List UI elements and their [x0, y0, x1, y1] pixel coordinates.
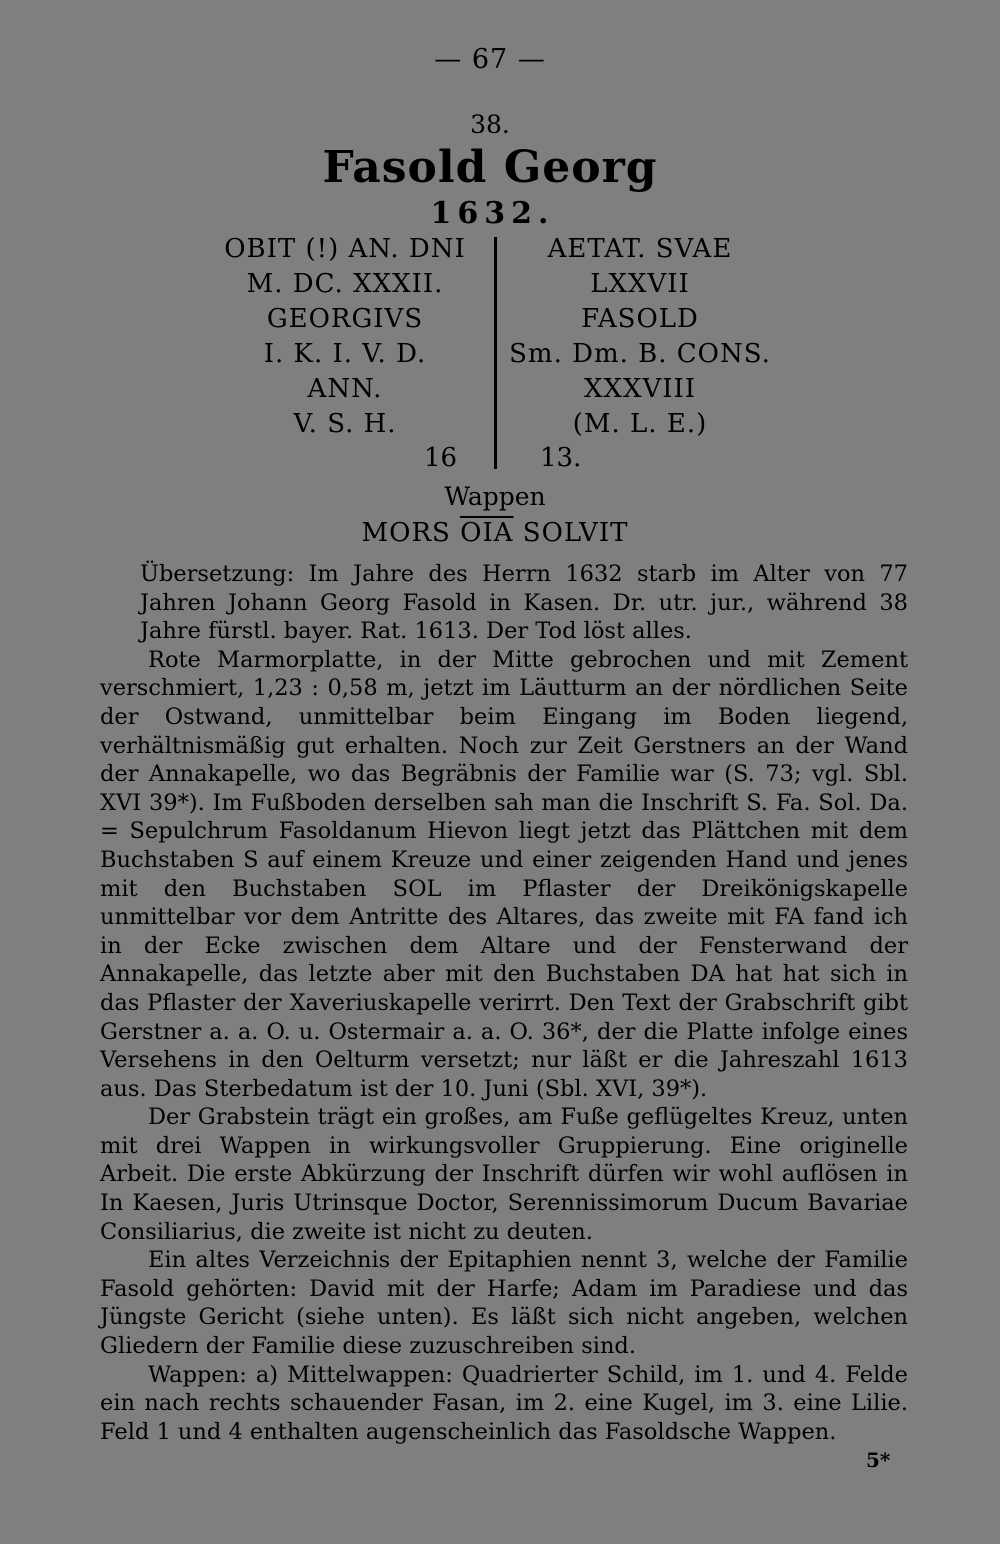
entry-year: 1632.: [430, 196, 555, 231]
inscription-year-left: 16: [424, 443, 458, 473]
inscription-line: XXXVIII: [583, 374, 697, 404]
coat-of-arms-label: Wappen: [444, 482, 546, 511]
inscription-line: I. K. I. V. D.: [263, 339, 427, 369]
inscription-line: LXXVII: [590, 269, 690, 299]
entry-title: Fasold Georg: [322, 142, 658, 193]
inscription-line: V. S. H.: [293, 409, 397, 439]
inscription-left-column: [200, 232, 490, 442]
motto-abbreviation: $\overline{OIA}$: [460, 518, 514, 548]
inscription-right-column: [505, 232, 775, 442]
description-paragraph: Ein altes Verzeichnis der Epitaphien nennt 3, welche der Familie Fasold gehörten: David mit der Harfe; Adam im Paradiese und das Jüngste Gericht (siehe unten). Es läßt sich nicht angeben, welchen Gliedern der Familie diese zuzuschreiben sind.: [100, 1247, 908, 1360]
inscription-line: Sm. Dm. B. CONS.: [509, 339, 771, 369]
motto-start: MORS: [361, 518, 461, 548]
inscription-line: (M. L. E.): [572, 409, 708, 439]
page-number: — 67 —: [434, 44, 546, 75]
description-paragraph: Rote Marmorplatte, in der Mitte gebrochen und mit Zement verschmiert, 1,23 : 0,58 m, jetzt im Läutturm an der nördlichen Seite der Ostwand, unmittelbar beim Eingang im Boden liegend, verhältnismäßig gut erhalten. Noch zur Zeit Gerstners an der Wand der Annakapelle, wo das Begräbnis der Familie war (S. 73; vgl. Sbl. XVI 39*). Im Fußboden derselben sah man die Inschrift S. Fa. Sol. Da. = Sepulchrum Fasoldanum Hievon liegt jetzt das Plättchen mit dem Buchstaben S auf einem Kreuze und einer zeigenden Hand und jenes mit den Buchstaben SOL im Pflaster der Dreikönigskapelle unmittelbar vor dem Antritte des Altares, das zweite mit FA fand ich in der Ecke zwischen dem Altare und der Fensterwand der Annakapelle, das letzte aber mit den Buchstaben DA hat hat sich in das Pflaster der Xaveriuskapelle verirrt. Den Text der Grabschrift gibt Gerstner a. a. O. u. Ostermair a. a. O. 36*, der die Platte infolge eines Versehens in den Oelturm versetzt; nur läßt er die Jahreszahl 1613 aus. Das Sterbedatum ist der 10. Juni (Sbl. XVI, 39*).: [100, 646, 908, 1102]
translation-paragraph: Übersetzung: Im Jahre des Herrn 1632 starb im Alter von 77 Jahren Johann Georg Fasold in Kasen. Dr. utr. jur., während 38 Jahre fürstl. bayer. Rat. 1613. Der Tod löst alles.: [140, 561, 908, 645]
arms-paragraph: Wappen: a) Mittelwappen: Quadrierter Schild, im 1. und 4. Felde ein nach rechts schauender Fasan, im 2. eine Kugel, im 3. eine Lilie. Feld 1 und 4 enthalten augenscheinlich das Fasoldsche Wappen.: [100, 1361, 908, 1445]
inscription-line: FASOLD: [581, 304, 699, 334]
entry-number: 38.: [470, 110, 510, 139]
body-text: [100, 560, 908, 1446]
motto: [0, 518, 990, 548]
inscription-line: OBIT (!) AN. DNI: [224, 234, 466, 264]
signature-mark: 5*: [866, 1448, 891, 1472]
inscription-divider: [494, 237, 497, 469]
inscription-year-right: 13.: [540, 443, 582, 473]
inscription-line: GEORGIVS: [266, 304, 424, 334]
inscription-line: ANN.: [307, 374, 383, 404]
inscription-line: M. DC. XXXII.: [246, 269, 444, 299]
description-paragraph: Der Grabstein trägt ein großes, am Fuße geflügeltes Kreuz, unten mit drei Wappen in wirkungsvoller Gruppierung. Eine originelle Arbeit. Die erste Abkürzung der Inschrift dürfen wir wohl auflösen in In Kaesen, Juris Utrinsque Doctor, Serennissimorum Ducum Bavariae Consiliarius, die zweite ist nicht zu deuten.: [100, 1104, 908, 1245]
motto-end: SOLVIT: [513, 518, 629, 548]
inscription-line: AETAT. SVAE: [547, 234, 733, 264]
